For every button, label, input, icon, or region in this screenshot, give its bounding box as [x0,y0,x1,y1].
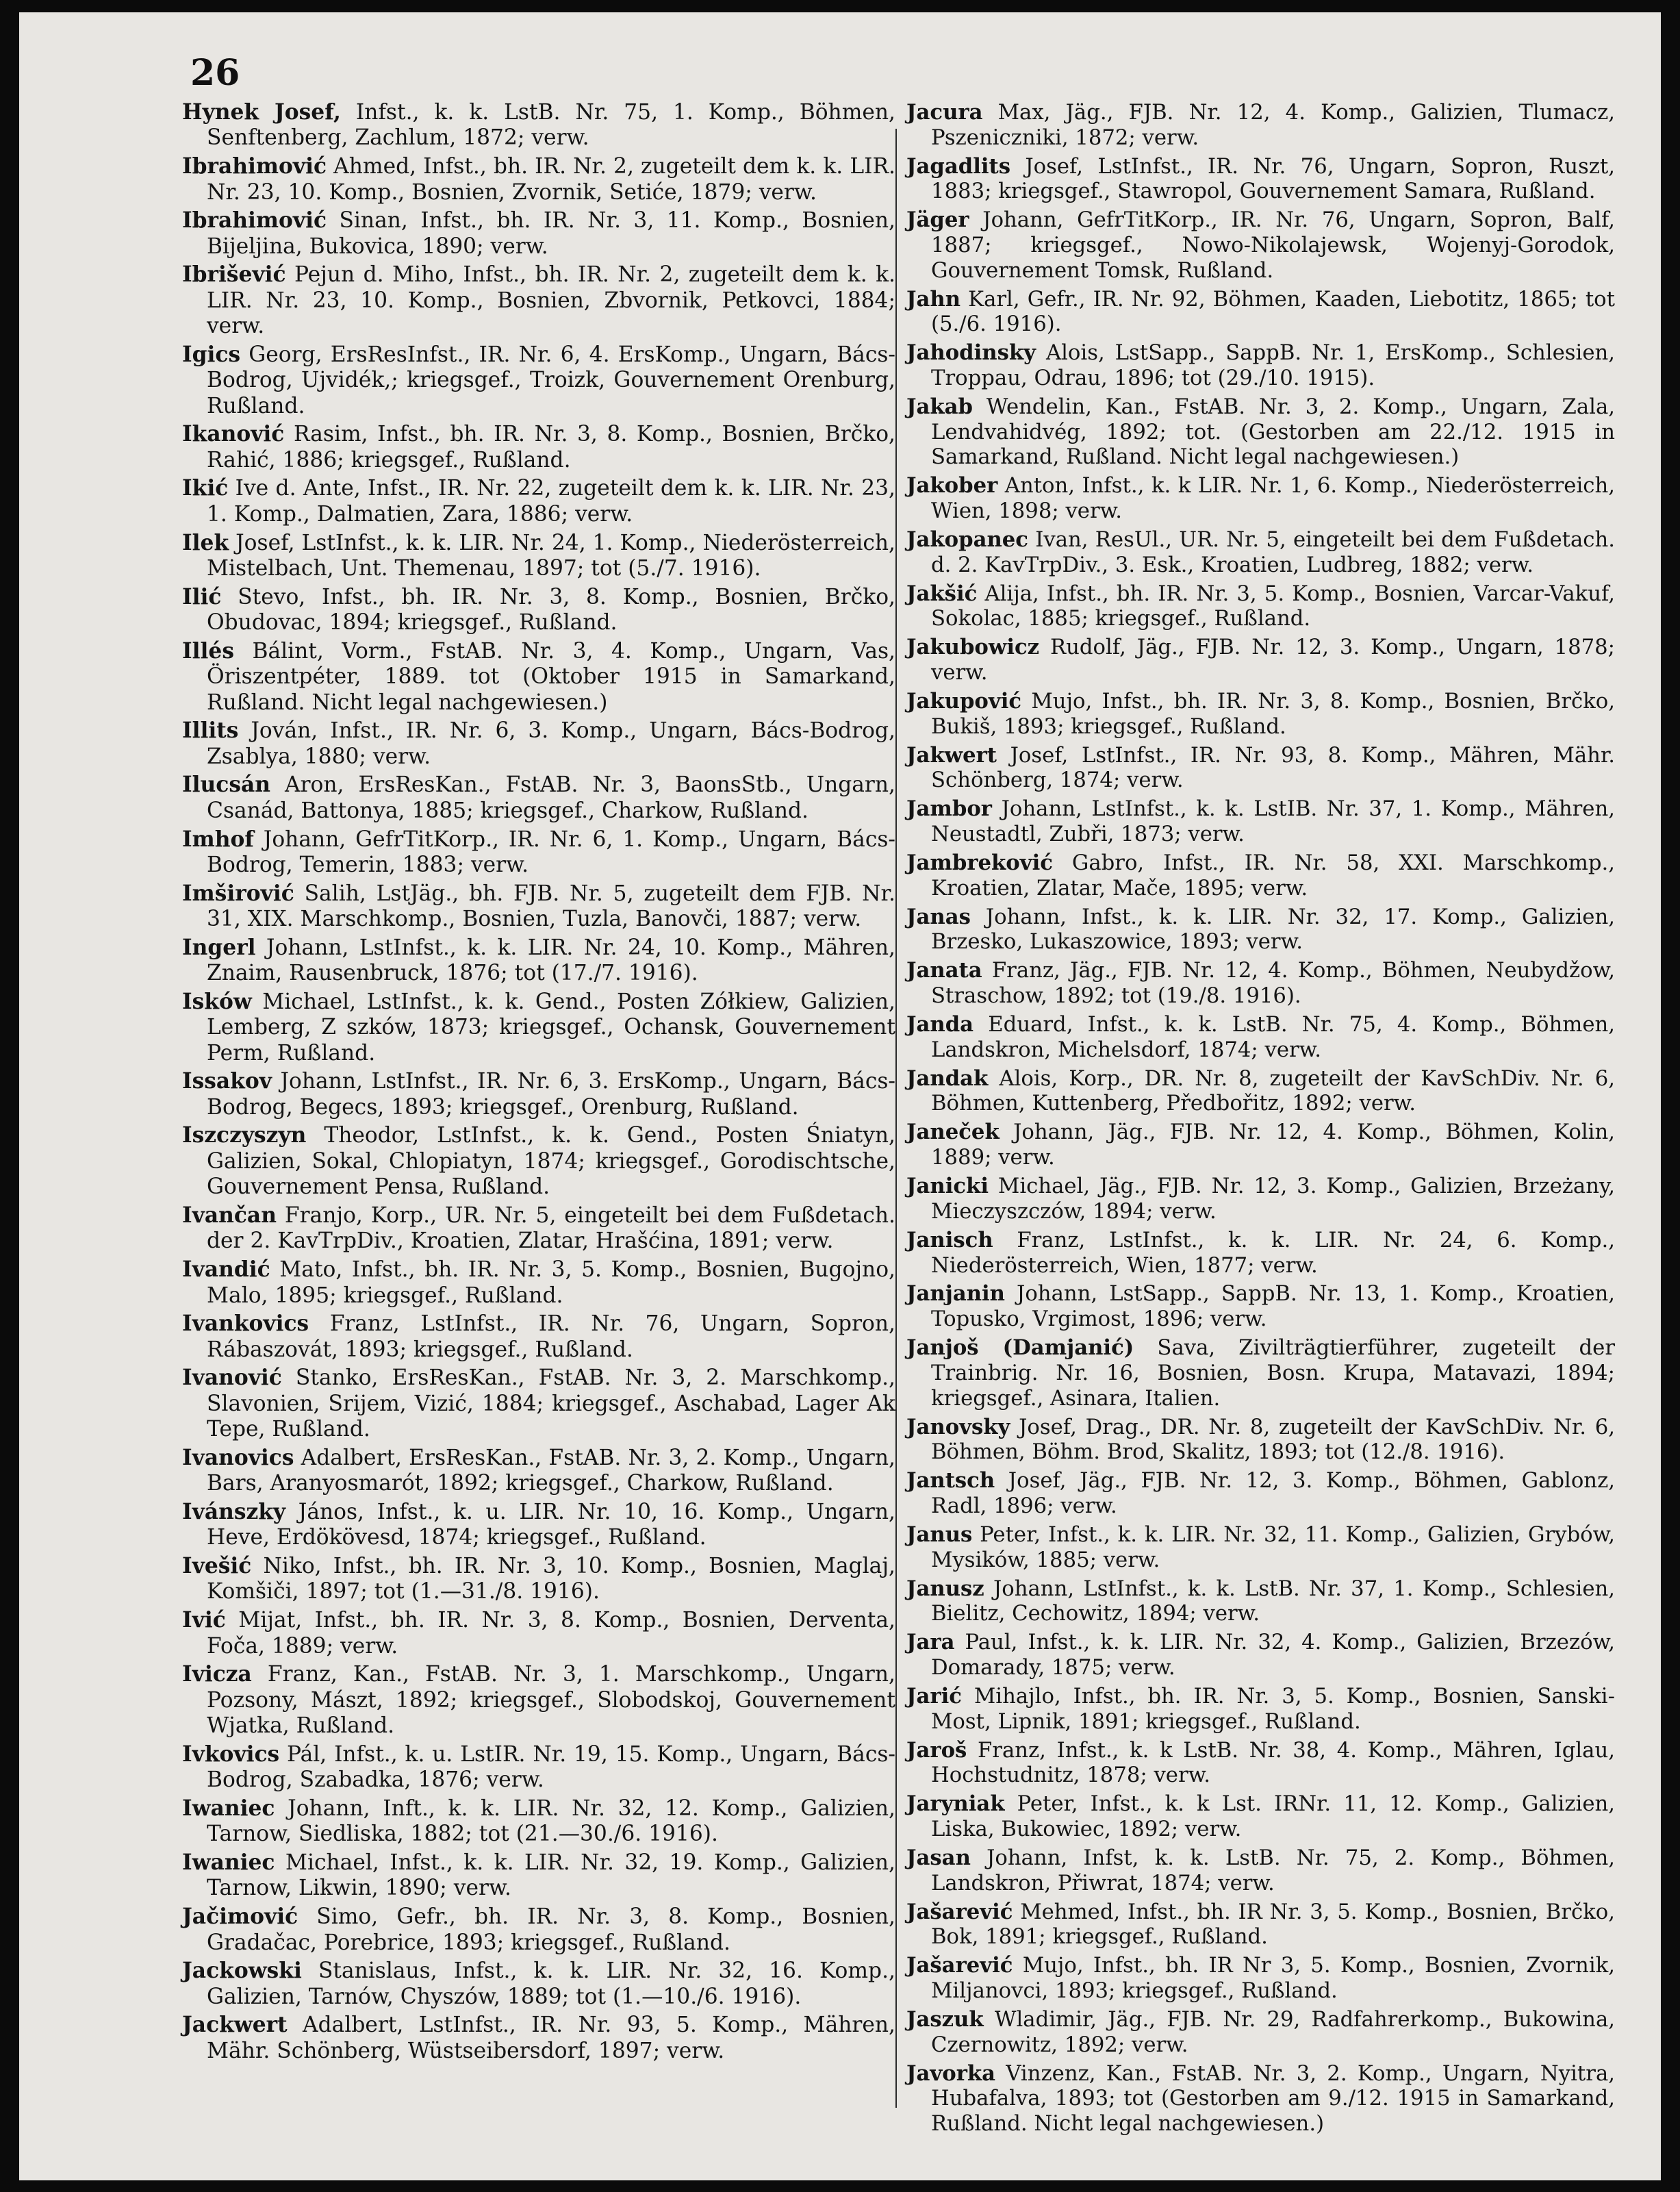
entry-details: Alois, Korp., DR. Nr. 8, zugeteilt der KavSchDiv. Nr. 6, Böhmen, Kuttenberg, Předbořitz, 1892; verw. [931,1066,1615,1116]
list-item [906,1066,1615,1117]
entry-details: Gabro, Infst., IR. Nr. 58, XXI. Marschkomp., Kroatien, Zlatar, Mače, 1895; verw. [931,851,1615,900]
list-item [182,1608,895,1659]
list-item [906,527,1615,578]
list-item [906,154,1615,205]
list-item [906,1576,1615,1627]
list-item [182,990,895,1066]
entry-name: Jarić [906,1683,962,1709]
entry-name: Igics [182,342,241,367]
entry-details: Johann, GefrTitKorp., IR. Nr. 76, Ungarn, Sopron, Balf, 1887; kriegsgef., Nowo-Nikolajewsk, Wojenyj-Gorodok, Gouvernement Tomsk, Rußland. [931,208,1615,283]
entry-details: Mihajlo, Infst., bh. IR. Nr. 3, 5. Komp., Bosnien, Sanski-Most, Lipnik, 1891; kriegsgef., Rußland. [931,1684,1615,1734]
entry-name: Jambor [906,796,992,822]
entry-name: Ilek [182,530,229,555]
list-item [906,1953,1615,2004]
entry-name: Jaszuk [906,2006,984,2032]
entry-details: Stanko, ErsResKan., FstAB. Nr. 3, 2. Marschkomp., Slavonien, Srijem, Vizić, 1884; kriegsgef., Aschabad, Lager Ak Tepe, Rußland. [207,1365,895,1442]
entry-details: Johann, LstInfst., k. k. LIR. Nr. 24, 10. Komp., Mähren, Znaim, Rausenbruck, 1876; tot (17./7. 1916). [207,935,895,986]
list-item [906,1174,1615,1224]
entry-details: Rasim, Infst., bh. IR. Nr. 3, 8. Komp., Bosnien, Brčko, Rahić, 1886; kriegsgef., Rußland. [207,422,895,473]
entry-details: Franz, Kan., FstAB. Nr. 3, 1. Marschkomp., Ungarn, Pozsony, Mászt, 1892; kriegsgef., Slobodskoj, Gouvernement Wjatka, Rußland. [207,1662,895,1739]
entry-name: Jara [906,1630,955,1655]
entry-name: Janas [906,904,971,929]
list-item [906,689,1615,740]
list-item [182,585,895,636]
entry-name: Javorka [906,2061,996,2086]
list-item [906,1281,1615,1332]
list-item [906,1335,1615,1411]
entry-details: Josef, LstInfst., IR. Nr. 93, 8. Komp., Mähren, Mähr. Schönberg, 1874; verw. [931,743,1615,793]
entry-details: Stevo, Infst., bh. IR. Nr. 3, 8. Komp., Bosnien, Brčko, Obudovac, 1894; kriegsgef., Rußland. [207,584,895,635]
entry-name: Illés [182,638,234,664]
entry-details: Mato, Infst., bh. IR. Nr. 3, 5. Komp., Bosnien, Bugojno, Malo, 1895; kriegsgef., Rußland. [207,1257,895,1308]
entry-details: Adalbert, LstInfst., IR. Nr. 93, 5. Komp., Mähren, Mähr. Schönberg, Wüstseibersdorf, 1897; verw. [207,2013,895,2063]
list-item [182,422,895,473]
list-item [182,208,895,260]
list-item [182,881,895,933]
list-item [906,287,1615,338]
entry-details: János, Infst., k. u. LIR. Nr. 10, 16. Komp., Ungarn, Heve, Erdökövesd, 1874; kriegsgef., Rußland. [207,1499,895,1550]
entry-name: Ibrahimović [182,154,327,179]
entry-details: Michael, Infst., k. k. LIR. Nr. 32, 19. Komp., Galizien, Tarnow, Likwin, 1890; verw. [207,1850,895,1901]
list-item [182,100,895,151]
entry-name: Janisch [906,1227,993,1252]
entry-details: Johann, Infst, k. k. LstB. Nr. 75, 2. Komp., Böhmen, Landskron, Přiwrat, 1874; verw. [931,1845,1615,1895]
entry-name: Janeček [906,1120,1000,1145]
entry-details: Peter, Infst., k. k. LIR. Nr. 32, 11. Komp., Galizien, Grybów, Mysików, 1885; verw. [931,1522,1615,1572]
list-item [182,1500,895,1551]
entry-name: Jašarević [906,1899,1013,1924]
entry-details: Pál, Infst., k. u. LstIR. Nr. 19, 15. Komp., Ungarn, Bács-Bodrog, Szabadka, 1876; verw. [207,1741,895,1793]
list-item [906,473,1615,524]
entry-name: Janovsky [906,1414,1010,1439]
entry-details: Mujo, Infst., bh. IR Nr 3, 5. Komp., Bosnien, Zvornik, Miljanovci, 1893; kriegsgef., Rußland. [931,1954,1615,2003]
entry-details: Josef, Jäg., FJB. Nr. 12, 3. Komp., Böhmen, Gablonz, Radl, 1896; verw. [931,1469,1615,1518]
entry-details: Aron, ErsResKan., FstAB. Nr. 3, BaonsStb., Ungarn, Csanád, Battonya, 1885; kriegsgef., Charkow, Rußland. [207,772,895,823]
entry-details: Franjo, Korp., UR. Nr. 5, eingeteilt bei dem Fußdetach. der 2. KavTrpDiv., Kroatien, Zlatar, Hrašćina, 1891; verw. [207,1203,895,1254]
entry-details: Sava, Zivilträgtierführer, zugeteilt der Trainbrig. Nr. 16, Bosnien, Bosn. Krupa, Matavazi, 1894; kriegsgef., Asinara, Italien. [931,1336,1615,1411]
list-item [182,1904,895,1956]
entry-name: Ibrahimović [182,208,327,234]
entry-name: Jakwert [906,742,997,768]
entry-name: Jandak [906,1066,989,1091]
entry-name: Ivešić [182,1554,252,1579]
list-item [182,1850,895,1902]
list-item [182,1958,895,2010]
list-item [906,796,1615,847]
entry-details: Peter, Infst., k. k Lst. IRNr. 11, 12. Komp., Galizien, Liska, Bukowiec, 1892; verw. [931,1792,1615,1841]
list-item [182,1796,895,1848]
entry-details: Johann, Jäg., FJB. Nr. 12, 4. Komp., Böhmen, Kolin, 1889; verw. [931,1120,1615,1170]
list-item [182,1311,895,1363]
entry-details: Michael, LstInfst., k. k. Gend., Posten Zółkiew, Galizien, Lemberg, Z szków, 1873; kriegsgef., Ochansk, Gouvernement Perm, Rußland. [207,989,895,1066]
entry-details: Niko, Infst., bh. IR. Nr. 3, 10. Komp., Bosnien, Maglaj, Komšiči, 1897; tot (1.—31./8. 1916). [207,1554,895,1604]
entry-details: Johann, LstInfst., k. k. LstB. Nr. 37, 1. Komp., Schlesien, Bielitz, Cechowitz, 1894; verw. [931,1576,1615,1626]
entry-name: Janda [906,1012,974,1037]
list-item [182,935,895,987]
entry-name: Ikić [182,476,229,501]
list-item [906,851,1615,901]
entry-name: Jakubowicz [906,635,1040,660]
entry-details: Bálint, Vorm., FstAB. Nr. 3, 4. Komp., Ungarn, Vas, Öriszentpéter, 1889. tot (Oktober 1915 in Samarkand, Rußland. Nicht legal nachgewiesen.) [207,638,895,715]
list-item [182,2013,895,2064]
entry-name: Jakopanec [906,527,1028,553]
entry-details: Rudolf, Jäg., FJB. Nr. 12, 3. Komp., Ungarn, 1878; verw. [931,635,1615,685]
entry-details: Johann, Inft., k. k. LIR. Nr. 32, 12. Komp., Galizien, Tarnow, Siedliska, 1882; tot (21.—30./6. 1916). [207,1796,895,1847]
list-item [906,340,1615,391]
entry-name: Hynek Josef, [182,100,341,125]
entry-details: Max, Jäg., FJB. Nr. 12, 4. Komp., Galizien, Tlumacz, Pszeniczniki, 1872; verw. [931,101,1615,150]
entry-name: Ilucsán [182,772,270,798]
entry-name: Janata [906,958,982,983]
entry-details: Pejun d. Miho, Infst., bh. IR. Nr. 2, zugeteilt dem k. k. LIR. Nr. 23, 10. Komp., Bosnien, Zbvornik, Petkovci, 1884; verw. [207,262,895,339]
list-item [906,1630,1615,1680]
list-item [182,1446,895,1497]
list-item [906,1791,1615,1842]
list-item [906,2061,1615,2137]
entry-name: Iwaniec [182,1796,275,1821]
list-item [182,772,895,824]
entry-name: Jašarević [906,1953,1013,1978]
entry-details: Ahmed, Infst., bh. IR. Nr. 2, zugeteilt dem k. k. LIR. Nr. 23, 10. Komp., Bosnien, Zvornik, Setiće, 1879; verw. [207,154,895,205]
entry-name: Jantsch [906,1468,995,1494]
list-item [182,1365,895,1442]
list-item [182,1123,895,1200]
entry-name: Ivanovics [182,1445,294,1470]
entry-details: Josef, LstInfst., IR. Nr. 76, Ungarn, Sopron, Ruszt, 1883; kriegsgef., Stawropol, Gouvernement Samara, Rußland. [931,154,1615,204]
list-item [906,905,1615,955]
list-item [906,1900,1615,1950]
entry-details: Mujo, Infst., bh. IR. Nr. 3, 8. Komp., Bosnien, Brčko, Bukiš, 1893; kriegsgef., Rußland. [931,690,1615,739]
entry-details: Franz, LstInfst., k. k. LIR. Nr. 24, 6. Komp., Niederösterreich, Wien, 1877; verw. [931,1228,1615,1278]
entry-details: Adalbert, ErsResKan., FstAB. Nr. 3, 2. Komp., Ungarn, Bars, Aranyosmarót, 1892; kriegsgef., Charkow, Rußland. [207,1445,895,1496]
entry-details: Franz, Jäg., FJB. Nr. 12, 4. Komp., Böhmen, Neubydžow, Straschow, 1892; tot (19./8. 1916). [931,959,1615,1009]
entry-name: Ivankovics [182,1311,309,1337]
entry-name: Ivicza [182,1662,252,1687]
document-page [19,12,1661,2180]
list-item [906,581,1615,632]
entry-name: Jackowski [182,1958,302,1984]
entry-name: Ingerl [182,935,256,960]
list-item [182,1742,895,1793]
entry-details: Alois, LstSapp., SappB. Nr. 1, ErsKomp., Schlesien, Troppau, Odrau, 1896; tot (29./10. 1915). [931,341,1615,391]
entry-name: Jačimović [182,1904,298,1930]
entry-details: Johann, Infst., k. k. LIR. Nr. 32, 17. Komp., Galizien, Brzesko, Lukaszowice, 1893; verw. [931,905,1615,955]
entry-name: Jasan [906,1845,971,1870]
list-item [906,958,1615,1009]
list-item [906,1120,1615,1170]
list-item [182,1662,895,1739]
entry-name: Jaroš [906,1737,967,1763]
list-item [182,342,895,419]
column-divider [895,129,897,2108]
entry-name: Imširović [182,881,294,906]
list-item [182,1069,895,1120]
entry-name: Ivandić [182,1257,270,1283]
entry-name: Ivkovics [182,1741,280,1767]
entry-name: Ivanović [182,1365,282,1391]
entry-details: Salih, LstJäg., bh. FJB. Nr. 5, zugeteilt dem FJB. Nr. 31, XIX. Marschkomp., Bosnien, Tuzla, Banovči, 1887; verw. [207,881,895,932]
entry-name: Ivančan [182,1203,277,1228]
list-item [906,1684,1615,1735]
page-number: 26 [190,52,240,94]
list-item [182,639,895,716]
entry-details: Michael, Jäg., FJB. Nr. 12, 3. Komp., Galizien, Brzeżany, Mieczyszczów, 1894; verw. [931,1174,1615,1224]
entry-name: Jaryniak [906,1791,1005,1817]
list-item [182,1203,895,1255]
entry-details: Mehmed, Infst., bh. IR Nr. 3, 5. Komp., Bosnien, Brčko, Bok, 1891; kriegsgef., Rußland. [931,1900,1615,1950]
entry-details: Ive d. Ante, Infst., IR. Nr. 22, zugeteilt dem k. k. LIR. Nr. 23, 1. Komp., Dalmatien, Zara, 1886; verw. [207,476,895,527]
list-item [906,635,1615,685]
entry-details: Johann, LstInfst., k. k. LstIB. Nr. 37, 1. Komp., Mähren, Neustadtl, Zubři, 1873; verw. [931,797,1615,847]
list-item [906,207,1615,284]
entry-name: Isków [182,989,252,1014]
entry-details: Vinzenz, Kan., FstAB. Nr. 3, 2. Komp., Ungarn, Nyitra, Hubafalva, 1893; tot (Gestorben am 9./12. 1915 in Samarkand, Rußland. Nicht legal nachgewiesen.) [931,2061,1615,2136]
entry-details: Alija, Infst., bh. IR. Nr. 3, 5. Komp., Bosnien, Varcar-Vakuf, Sokolac, 1885; kriegsgef., Rußland. [931,581,1615,631]
list-item [906,1415,1615,1465]
entry-details: Johann, LstInfst., IR. Nr. 6, 3. ErsKomp., Ungarn, Bács-Bodrog, Begecs, 1893; kriegsgef., Orenburg, Rußland. [207,1069,895,1120]
entry-name: Ikanović [182,422,285,447]
entry-details: Paul, Infst., k. k. LIR. Nr. 32, 4. Komp., Galizien, Brzezów, Domarady, 1875; verw. [931,1630,1615,1680]
entry-details: Stanislaus, Infst., k. k. LIR. Nr. 32, 16. Komp., Galizien, Tarnów, Chyszów, 1889; tot (1.—10./6. 1916). [207,1958,895,2009]
entry-name: Imhof [182,827,254,852]
entry-details: Josef, Drag., DR. Nr. 8, zugeteilt der KavSchDiv. Nr. 6, Böhmen, Böhm. Brod, Skalitz, 1893; tot (12./8. 1916). [931,1415,1615,1465]
entry-name: Jäger [906,207,969,233]
list-item [906,100,1615,151]
entry-name: Issakov [182,1069,272,1094]
entry-details: Wladimir, Jäg., FJB. Nr. 29, Radfahrerkomp., Bukowina, Czernowitz, 1892; verw. [931,2007,1615,2057]
list-item [906,394,1615,470]
entry-details: Anton, Infst., k. k LIR. Nr. 1, 6. Komp., Niederösterreich, Wien, 1898; verw. [931,474,1615,524]
list-item [182,531,895,582]
entry-details: Mijat, Infst., bh. IR. Nr. 3, 8. Komp., Bosnien, Derventa, Foča, 1889; verw. [207,1608,895,1659]
entry-name: Ilić [182,584,222,609]
entry-details: Franz, LstInfst., IR. Nr. 76, Ungarn, Sopron, Rábaszovát, 1893; kriegsgef., Rußland. [207,1311,895,1362]
entry-name: Jambreković [906,851,1053,876]
entry-name: Janjanin [906,1281,1005,1307]
entry-name: Janusz [906,1576,984,1601]
entry-name: Iszczyszyn [182,1123,307,1148]
list-item [906,1468,1615,1519]
list-item [182,154,895,205]
entry-name: Jacura [906,100,983,125]
list-item [906,1012,1615,1063]
entry-name: Jahodinsky [906,340,1036,366]
entry-details: Johann, LstSapp., SappB. Nr. 13, 1. Komp., Kroatien, Topusko, Vrgimost, 1896; verw. [931,1282,1615,1332]
list-item [182,476,895,527]
list-item [906,2007,1615,2058]
entry-name: Jakupović [906,689,1022,714]
entry-details: Johann, GefrTitKorp., IR. Nr. 6, 1. Komp., Ungarn, Bács-Bodrog, Temerin, 1883; verw. [207,827,895,877]
right-column [906,100,1615,2140]
list-item [906,1845,1615,1896]
entry-details: Ivan, ResUl., UR. Nr. 5, eingeteilt bei dem Fußdetach. d. 2. KavTrpDiv., 3. Esk., Kroatien, Ludbreg, 1882; verw. [931,528,1615,577]
entry-details: Eduard, Infst., k. k. LstB. Nr. 75, 4. Komp., Böhmen, Landskron, Michelsdorf, 1874; verw. [931,1013,1615,1062]
left-column [182,100,895,2067]
list-item [906,1522,1615,1573]
entry-name: Ivić [182,1608,226,1633]
list-item [182,827,895,879]
entry-name: Jagadlits [906,153,1010,179]
entry-name: Janicki [906,1174,989,1199]
entry-details: Jován, Infst., IR. Nr. 6, 3. Komp., Ungarn, Bács-Bodrog, Zsablya, 1880; verw. [207,718,895,769]
list-item [182,718,895,770]
entry-details: Infst., k. k. LstB. Nr. 75, 1. Komp., Böhmen, Senftenberg, Zachlum, 1872; verw. [207,100,895,151]
entry-name: Janus [906,1522,973,1547]
list-item [182,1554,895,1605]
entry-name: Jackwert [182,2013,288,2038]
entry-details: Simo, Gefr., bh. IR. Nr. 3, 8. Komp., Bosnien, Gradačac, Porebrice, 1893; kriegsgef., Rußland. [207,1904,895,1955]
entry-details: Karl, Gefr., IR. Nr. 92, Böhmen, Kaaden, Liebotitz, 1865; tot (5./6. 1916). [931,287,1615,337]
entry-name: Ivánszky [182,1499,286,1524]
list-item [906,1228,1615,1278]
list-item [182,262,895,339]
list-item [182,1257,895,1309]
entry-name: Iwaniec [182,1850,275,1876]
entry-details: Wendelin, Kan., FstAB. Nr. 3, 2. Komp., Ungarn, Zala, Lendvahidvég, 1892; tot. (Gestorben am 22./12. 1915 in Samarkand, Rußland. Nicht legal nachgewiesen.) [931,395,1615,470]
entry-name: Jakober [906,473,998,499]
entry-name: Ibrišević [182,262,286,288]
entry-name: Janjoš (Damjanić) [906,1335,1134,1361]
entry-name: Jakšić [906,581,978,606]
list-item [906,1738,1615,1789]
entry-details: Georg, ErsResInfst., IR. Nr. 6, 4. ErsKomp., Ungarn, Bács-Bodrog, Ujvidék,; kriegsgef., Troizk, Gouvernement Orenburg, Rußland. [207,342,895,418]
entry-name: Jakab [906,394,973,420]
entry-name: Illits [182,718,239,744]
list-item [906,743,1615,794]
entry-details: Theodor, LstInfst., k. k. Gend., Posten Śniatyn, Galizien, Sokal, Chlopiatyn, 1874; kriegsgef., Gorodischtsche, Gouvernement Pensa, Rußland. [207,1123,895,1200]
entry-details: Franz, Infst., k. k LstB. Nr. 38, 4. Komp., Mähren, Iglau, Hochstudnitz, 1878; verw. [931,1738,1615,1788]
entry-details: Sinan, Infst., bh. IR. Nr. 3, 11. Komp., Bosnien, Bijeljina, Bukovica, 1890; verw. [207,208,895,259]
entry-name: Jahn [906,286,961,312]
entry-details: Josef, LstInfst., k. k. LIR. Nr. 24, 1. Komp., Niederösterreich, Mistelbach, Unt. Themenau, 1897; tot (5./7. 1916). [207,530,895,581]
